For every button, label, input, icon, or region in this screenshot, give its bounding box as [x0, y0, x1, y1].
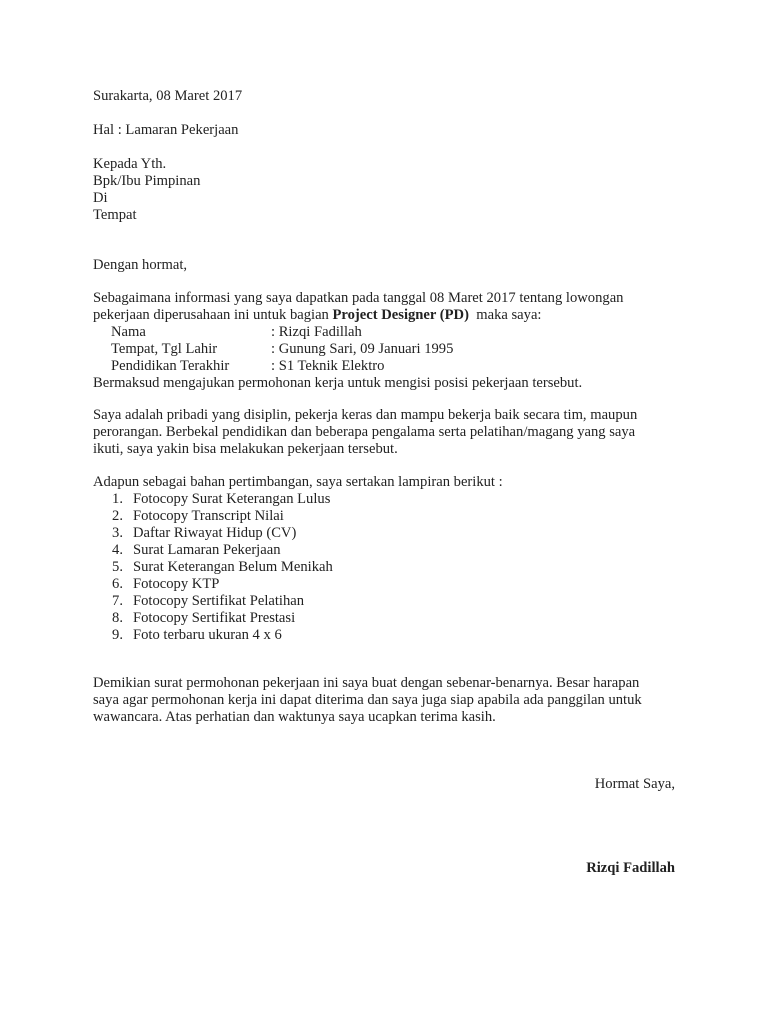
list-number: 2.: [112, 508, 123, 524]
detail-label: Pendidikan Terakhir: [111, 358, 230, 374]
self-line: Saya adalah pribadi yang disiplin, pekerja keras dan mampu bekerja baik secara tim, maupun: [93, 407, 638, 423]
detail-row: [93, 324, 683, 341]
list-item: [93, 542, 683, 559]
recipient-line: Kepada Yth.: [93, 156, 167, 172]
intro-text: maka saya:: [468, 307, 542, 323]
list-text: Fotocopy Transcript Nilai: [133, 508, 284, 524]
attachments-intro: Adapun sebagai bahan pertimbangan, saya sertakan lampiran berikut :: [93, 474, 503, 490]
self-line: ikuti, saya yakin bisa melakukan pekerjaan tersebut.: [93, 441, 398, 457]
list-text: Fotocopy Sertifikat Prestasi: [133, 610, 296, 626]
list-number: 5.: [112, 559, 123, 575]
list-item: [93, 525, 683, 542]
recipient-line: Di: [93, 190, 108, 206]
detail-row: [93, 358, 683, 375]
closing-line: Demikian surat permohonan pekerjaan ini saya buat dengan sebenar-benarnya. Besar harapan: [93, 675, 640, 691]
list-text: Foto terbaru ukuran 4 x 6: [133, 627, 282, 643]
self-line: perorangan. Berbekal pendidikan dan beberapa pengalama serta pelatihan/magang yang saya: [93, 424, 636, 440]
list-item: [93, 508, 683, 525]
purpose-line: Bermaksud mengajukan permohonan kerja untuk mengisi posisi pekerjaan tersebut.: [93, 375, 583, 391]
list-number: 3.: [112, 525, 123, 541]
list-text: Fotocopy Surat Keterangan Lulus: [133, 491, 331, 507]
attachments-section: [93, 474, 683, 644]
position-name: Project Designer (PD): [332, 307, 469, 323]
closing-line: saya agar permohonan kerja ini dapat diterima dan saya juga siap apabila ada panggilan untuk: [93, 692, 642, 708]
detail-value: : Rizqi Fadillah: [271, 324, 362, 340]
list-item: [93, 491, 683, 508]
intro-line: Sebagaimana informasi yang saya dapatkan pada tanggal 08 Maret 2017 tentang lowongan: [93, 290, 624, 306]
detail-value: : S1 Teknik Elektro: [271, 358, 385, 374]
recipient-block: [93, 156, 683, 224]
signature-name: Rizqi Fadillah: [586, 860, 675, 876]
list-item: [93, 610, 683, 627]
recipient-line: Tempat: [93, 207, 137, 223]
list-number: 8.: [112, 610, 123, 626]
list-text: Surat Lamaran Pekerjaan: [133, 542, 281, 558]
intro-paragraph: [93, 290, 683, 392]
list-text: Fotocopy Sertifikat Pelatihan: [133, 593, 305, 609]
list-text: Fotocopy KTP: [133, 576, 220, 592]
list-item: [93, 627, 683, 644]
list-number: 6.: [112, 576, 123, 592]
attachment-list: [93, 491, 683, 644]
detail-value: : Gunung Sari, 09 Januari 1995: [271, 341, 454, 357]
letter-date: Surakarta, 08 Maret 2017: [93, 88, 243, 104]
list-text: Daftar Riwayat Hidup (CV): [133, 525, 297, 541]
detail-label: Tempat, Tgl Lahir: [111, 341, 218, 357]
list-item: [93, 576, 683, 593]
greeting: Dengan hormat,: [93, 257, 188, 273]
list-item: [93, 559, 683, 576]
list-number: 9.: [112, 627, 123, 643]
intro-line: [93, 307, 683, 324]
detail-label: Nama: [111, 324, 146, 340]
self-paragraph: [93, 407, 683, 458]
sign-off: Hormat Saya,: [594, 776, 675, 792]
list-number: 7.: [112, 593, 123, 609]
closing-line: wawancara. Atas perhatian dan waktunya saya ucapkan terima kasih.: [93, 709, 496, 725]
list-number: 4.: [112, 542, 123, 558]
detail-row: [93, 341, 683, 358]
list-text: Surat Keterangan Belum Menikah: [133, 559, 333, 575]
list-number: 1.: [112, 491, 123, 507]
intro-text: pekerjaan diperusahaan ini untuk bagian: [93, 307, 333, 323]
list-item: [93, 593, 683, 610]
letter-subject: Hal : Lamaran Pekerjaan: [93, 122, 239, 138]
closing-paragraph: [93, 675, 683, 726]
recipient-line: Bpk/Ibu Pimpinan: [93, 173, 201, 189]
